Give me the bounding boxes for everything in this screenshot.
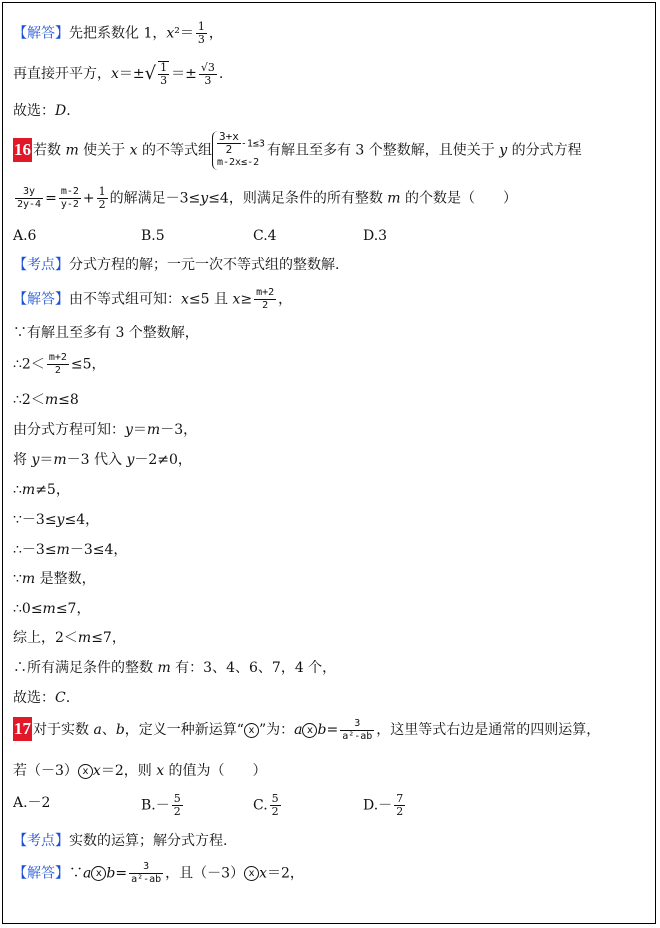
option-c[interactable]: C. $\frac{5}{2}$	[253, 792, 279, 818]
question-17-solution: 【解答】∵a x b= $\frac{3}{\text{a²-ab}}$ ，且（－3） x x＝2，	[13, 861, 304, 885]
option-c[interactable]: C.4	[253, 228, 277, 244]
option-a[interactable]: A.6	[13, 228, 37, 244]
solution-line-1: 【解答】先把系数化 1，x²＝ $\frac{1}{3}$ ，	[13, 20, 223, 46]
circled-x-operator: x	[244, 723, 259, 738]
inequality-system: $\frac{3+x}{2}$ -1≤3 m-2x≤-2	[212, 131, 265, 170]
option-a[interactable]: A.－2	[13, 795, 51, 811]
question-number: 17	[13, 717, 32, 741]
answer-tag: 【解答】	[13, 25, 69, 42]
step-line: 故选：C.	[13, 690, 71, 706]
question-16: 16 若数 m 使关于 x 的不等式组 $\frac{3+x}{2}$ -1≤3 m-2x≤-2有解且至多有 3 个整数解，且使关于 y 的分式方程	[14, 130, 582, 168]
question-number: 16	[13, 138, 32, 162]
step-line: ∴所有满足条件的整数 m 有：3、4、6、7，4 个，	[13, 660, 337, 676]
option-b[interactable]: B.－ $\frac{5}{2}$	[141, 792, 181, 818]
question-17: 17 对于实数 a、b，定义一种新运算“ x ”为：a x b= $\frac{3}{\text{a²-ab}}$ ，这里等式右边是通常的四则运算，	[14, 717, 601, 742]
square-root: √ $\frac{1}{3}$	[144, 61, 168, 87]
question-17-line-2: 若（－3） x x＝2，则 x 的值为（ ）	[13, 763, 267, 779]
fraction: $\frac{1}{3}$	[197, 20, 205, 46]
question-16-solution: 【解答】由不等式组可知：x≤5 且 x≥ $\frac{m+2}{2}$ ，	[13, 287, 293, 311]
circled-x-operator: x	[302, 723, 317, 738]
step-line: 综上，2＜m≤7，	[13, 630, 126, 646]
step-line: ∴m≠5，	[13, 482, 70, 498]
step-line: ∴－3≤m－3≤4，	[13, 542, 128, 558]
option-b[interactable]: B.5	[141, 228, 165, 244]
step-line: ∵m 是整数，	[13, 571, 96, 587]
question-17-point: 【考点】实数的运算；解分式方程.	[13, 833, 228, 849]
solution-line-3: 故选：D.	[13, 103, 71, 119]
option-d[interactable]: D.－ $\frac{7}{2}$	[363, 792, 404, 818]
step-line: ∵有解且至多有 3 个整数解，	[13, 325, 199, 341]
option-d[interactable]: D.3	[363, 228, 388, 244]
fraction: $\frac{√3}{3}$	[200, 60, 215, 87]
document-page	[2, 2, 656, 924]
step-line: ∴0≤m≤7，	[13, 601, 91, 617]
question-16-options	[13, 226, 633, 246]
step-line: ∵－3≤y≤4，	[13, 512, 100, 528]
step-line: ∴2＜m≤8	[13, 392, 79, 408]
question-16-line-2: $\frac{3y}{2y-4}$ = $\frac{m-2}{y-2}$ + $\frac{1}{2}$ 的解满足－3≤y≤4，则满足条件的所有整数 m 的个数是（ ）	[17, 185, 518, 211]
step-line: 将 y＝m－3 代入 y－2≠0，	[13, 452, 192, 468]
step-line: ∴2＜ $\frac{m+2}{2}$ ≤5，	[13, 352, 106, 376]
question-17-options	[13, 793, 633, 817]
solution-line-2: 再直接开平方，x＝±√ $\frac{1}{3}$ ＝± $\frac{√3}{3}$ .	[13, 60, 224, 87]
question-16-point: 【考点】分式方程的解；一元一次不等式组的整数解.	[13, 257, 340, 273]
step-line: 由分式方程可知：y＝m－3，	[13, 422, 198, 438]
